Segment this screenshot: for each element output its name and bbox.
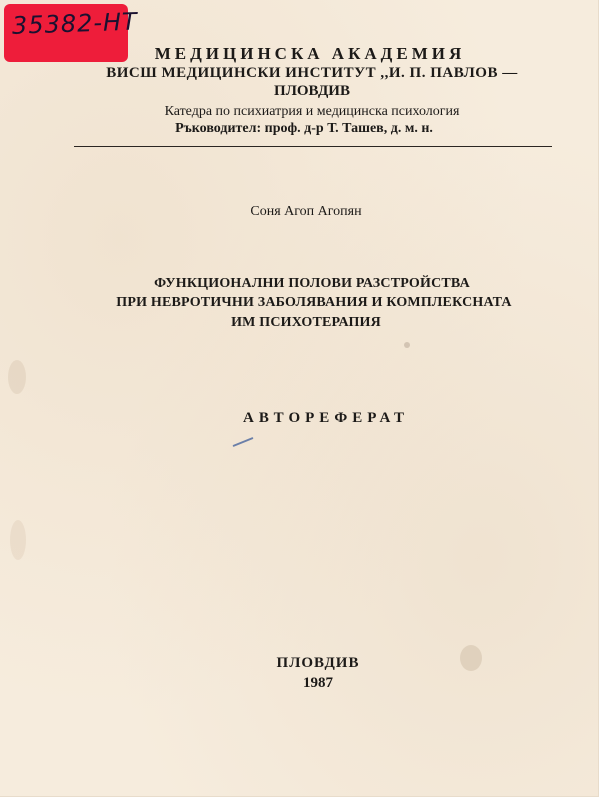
title-line-3: ИМ ПСИХОТЕРАПИЯ bbox=[231, 315, 381, 330]
paper-stain bbox=[8, 360, 26, 394]
department-line: Катедра по психиатрия и медицинска психология bbox=[164, 104, 460, 119]
imprint-year: 1987 bbox=[303, 675, 333, 691]
academy-heading: МЕДИЦИНСКА АКАДЕМИЯ bbox=[154, 44, 466, 63]
institute-heading: ВИСШ МЕДИЦИНСКИ ИНСТИТУТ ,,И. П. ПАВЛОВ — bbox=[106, 65, 518, 81]
paper-stain bbox=[404, 342, 410, 348]
header-divider bbox=[74, 146, 552, 147]
document-type-label: АВТОРЕФЕРАТ bbox=[243, 410, 409, 426]
pen-mark bbox=[232, 437, 253, 447]
paper-stain bbox=[10, 520, 26, 560]
department-head-line: Ръководител: проф. д-р Т. Ташев, д. м. н. bbox=[175, 121, 433, 136]
institute-city: ПЛОВДИВ bbox=[274, 83, 350, 99]
title-line-1: ФУНКЦИОНАЛНИ ПОЛОВИ РАЗСТРОЙСТВА bbox=[154, 276, 470, 291]
title-line-2: ПРИ НЕВРОТИЧНИ ЗАБОЛЯВАНИЯ И КОМПЛЕКСНАТА bbox=[116, 295, 512, 310]
stamp-text: 35382-НТ bbox=[11, 7, 139, 40]
paper-stain bbox=[460, 645, 482, 671]
imprint-city: ПЛОВДИВ bbox=[276, 655, 360, 671]
author-name: Соня Агоп Агопян bbox=[250, 204, 362, 219]
